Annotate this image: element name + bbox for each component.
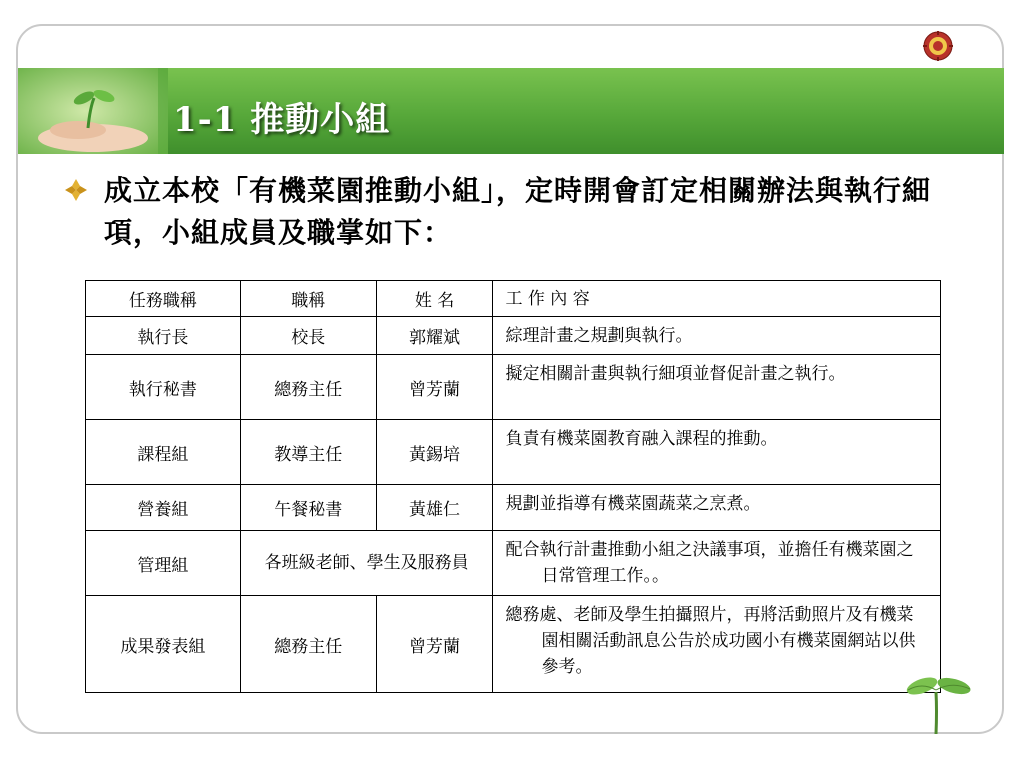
header-duty: 工 作 內 容: [493, 281, 941, 317]
cell-task: 管理組: [86, 531, 241, 596]
duty-text: 負責有機菜園教育融入課程的推動。: [505, 429, 778, 449]
cell-task: 營養組: [86, 485, 241, 531]
cell-duty: [493, 596, 941, 693]
cell-duty: [493, 531, 941, 596]
table-header-row: [86, 281, 941, 317]
header-position: 職稱: [240, 281, 376, 317]
table-row: [86, 355, 941, 420]
header-task: 任務職稱: [86, 281, 241, 317]
duty-table: [85, 280, 941, 693]
header-band: [18, 68, 1004, 154]
cell-position: 教導主任: [240, 420, 376, 485]
hands-holding-seedling-image: [18, 68, 168, 154]
cell-task: 執行長: [86, 317, 241, 355]
cell-position-name-merged: 各班級老師、學生及服務員: [240, 531, 493, 596]
duty-text: 總務處、老師及學生拍攝照片，再將活動照片及有機菜園相關活動訊息公告於成功國小有機菜園網站以供參考。: [505, 605, 916, 677]
cell-task: 課程組: [86, 420, 241, 485]
cell-duty: [493, 317, 941, 355]
table-row: [86, 531, 941, 596]
slide-title: 1-1 推動小組: [173, 100, 391, 140]
duty-text: 擬定相關計畫與執行細項並督促計畫之執行。: [505, 364, 846, 384]
cell-task: 成果發表組: [86, 596, 241, 693]
cell-name: 曾芳蘭: [376, 596, 493, 693]
cell-task: 執行秘書: [86, 355, 241, 420]
cell-name: 郭耀斌: [376, 317, 493, 355]
school-emblem-icon: [922, 30, 954, 62]
table-row: [86, 420, 941, 485]
cell-name: 曾芳蘭: [376, 355, 493, 420]
table-row: [86, 485, 941, 531]
table-row: [86, 317, 941, 355]
cell-duty: [493, 420, 941, 485]
duty-text: 配合執行計畫推動小組之決議事項，並擔任有機菜園之日常管理工作。。: [505, 540, 914, 586]
cell-position: 總務主任: [240, 355, 376, 420]
cell-position: 總務主任: [240, 596, 376, 693]
table-row: [86, 596, 941, 693]
cell-name: 黃雄仁: [376, 485, 493, 531]
cell-duty: [493, 355, 941, 420]
duty-text: 規劃並指導有機菜園蔬菜之烹煮。: [505, 494, 761, 514]
cell-duty: [493, 485, 941, 531]
header-name: 姓 名: [376, 281, 493, 317]
diamond-bullet-icon: [64, 178, 88, 202]
cell-position: 午餐秘書: [240, 485, 376, 531]
bullet-text: 成立本校「有機菜園推動小組」，定時開會訂定相關辦法與執行細項，小組成員及職掌如下：: [104, 174, 932, 249]
sprout-image: [900, 670, 976, 734]
duty-text: 綜理計畫之規劃與執行。: [505, 325, 693, 346]
cell-name: 黃錫培: [376, 420, 493, 485]
cell-position: 校長: [240, 317, 376, 355]
